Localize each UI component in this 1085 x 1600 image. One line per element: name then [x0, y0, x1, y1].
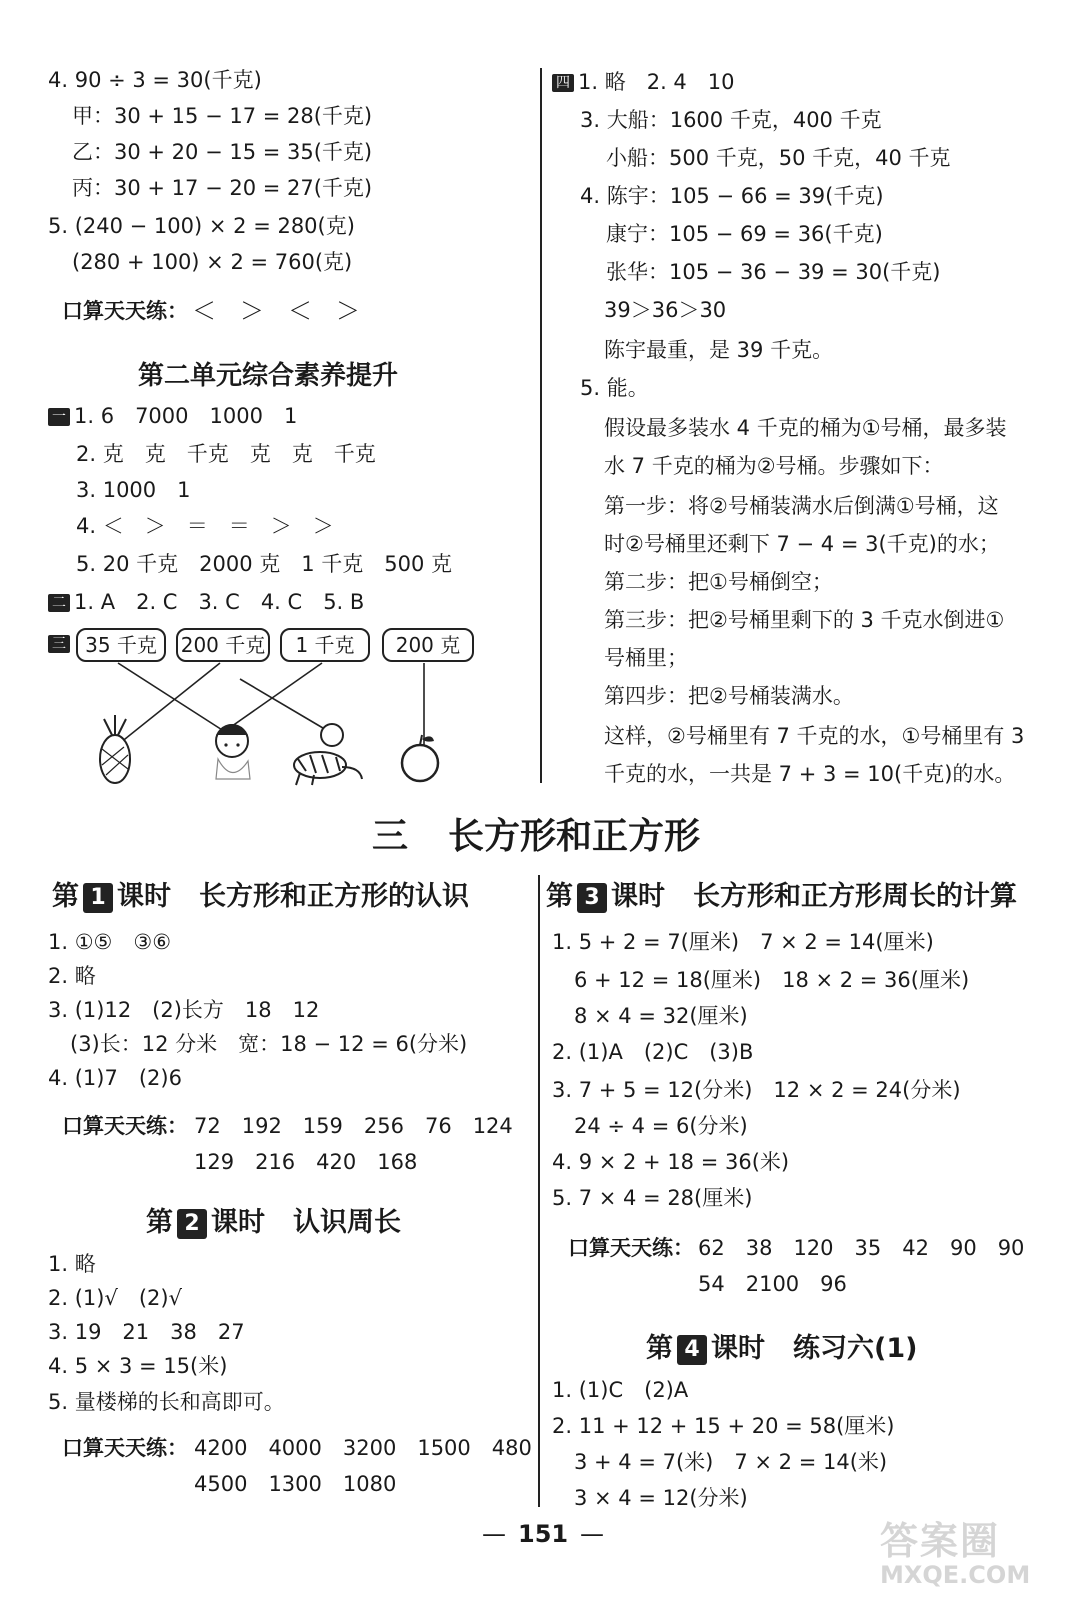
solution-line: 第四步：把②号桶装满水。 [604, 684, 854, 708]
answer-line: 张华：105 − 36 − 39 = 30(千克) [606, 260, 941, 284]
lesson-suffix: 课时 [211, 1207, 265, 1238]
answer-line: 甲：30 + 15 − 17 = 28(千克) [72, 104, 373, 128]
section-mark: 一 [48, 408, 70, 426]
boy-icon [216, 724, 250, 779]
answer-line: 3. 7 + 5 = 12(分米) 12 × 2 = 24(分米) [552, 1078, 961, 1102]
answer-line: 2. 略 [48, 964, 96, 988]
match-line [240, 679, 328, 731]
weight-box: 35 千克 [76, 628, 166, 662]
lesson-3-heading [546, 874, 1017, 913]
solution-line: 第一步：将②号桶装满水后倒满①号桶，这 [604, 494, 999, 518]
lesson-1-heading [52, 874, 469, 913]
answer-line: 5. 能。 [580, 376, 649, 400]
lesson-suffix: 课时 [711, 1333, 765, 1364]
answer-line: 康宁：105 − 69 = 36(千克) [606, 222, 883, 246]
answer-line: 5. (240 − 100) × 2 = 280(克) [48, 214, 355, 238]
answer-line: 4. 9 × 2 + 18 = 36(米) [552, 1150, 790, 1174]
footer-dash-left: — [482, 1520, 506, 1548]
answer-line: 6 + 12 = 18(厘米) 18 × 2 = 36(厘米) [574, 968, 970, 992]
answer-line: 24 ÷ 4 = 6(分米) [574, 1114, 748, 1138]
solution-line: 水 7 千克的桶为②号桶。步骤如下： [604, 454, 944, 478]
solution-line: 号桶里； [604, 646, 688, 670]
lesson-4-heading [646, 1326, 917, 1365]
weight-box: 1 千克 [280, 628, 370, 662]
answer-line: 8 × 4 = 32(厘米) [574, 1004, 748, 1028]
answer-line: 3. 19 21 38 27 [48, 1320, 245, 1344]
answer-line: 39＞36＞30 [604, 298, 727, 322]
answer-line: 2. (1)A (2)C (3)B [552, 1040, 754, 1064]
lesson-prefix: 第 [546, 881, 573, 912]
solution-line: 千克的水，一共是 7 + 3 = 10(千克)的水。 [604, 762, 1016, 786]
pineapple-icon [100, 715, 130, 783]
oral-practice-values: 129 216 420 168 [194, 1150, 418, 1174]
answer-line: 1. ①⑤ ③⑥ [48, 930, 172, 954]
section-2-answers [48, 588, 364, 616]
answer-line: 1. 6 7000 1000 1 [74, 404, 298, 428]
lesson-prefix: 第 [52, 881, 79, 912]
answer-line: 5. 20 千克 2000 克 1 千克 500 克 [76, 552, 453, 576]
lesson-prefix: 第 [146, 1207, 173, 1238]
lesson-title: 长方形和正方形的认识 [199, 881, 469, 912]
answer-line: 3 × 4 = 12(分米) [574, 1486, 748, 1510]
chapter-number: 三 [372, 816, 409, 857]
answer-line: 3. 大船：1600 千克，400 千克 [580, 108, 882, 132]
answer-line: 2. 克 克 千克 克 克 千克 [76, 442, 376, 466]
column-divider-bottom [538, 875, 540, 1507]
chapter-title: 长方形和正方形 [448, 816, 701, 857]
section-3-mark [48, 629, 74, 657]
match-line [120, 663, 220, 743]
lesson-title: 长方形和正方形周长的计算 [693, 881, 1017, 912]
match-line [225, 663, 322, 731]
answer-line: 4. (1)7 (2)6 [48, 1066, 182, 1090]
weight-box: 200 克 [382, 628, 474, 662]
unit-review-title: 第二单元综合素养提升 [138, 361, 399, 391]
answer-line: 5. 7 × 4 = 28(厘米) [552, 1186, 753, 1210]
answer-line: 陈宇最重，是 39 千克。 [604, 338, 834, 362]
solution-line: 假设最多装水 4 千克的桶为①号桶，最多装 [604, 416, 1007, 440]
answer-line: 4. 90 ÷ 3 = 30(千克) [48, 68, 262, 92]
answer-line: 丙：30 + 17 − 20 = 27(千克) [72, 176, 373, 200]
watermark-logo [880, 1510, 1070, 1590]
oral-practice-values: ＜ ＞ ＜ ＞ [192, 297, 360, 325]
oral-practice-values: 4200 4000 3200 1500 480 [194, 1436, 532, 1460]
watermark-text: 答案圈 [880, 1519, 1001, 1563]
answer-line: 2. 11 + 12 + 15 + 20 = 58(厘米) [552, 1414, 895, 1438]
column-divider-top [540, 68, 542, 783]
oral-practice-label: 口算天天练： [62, 1436, 188, 1460]
lesson-number-badge: 3 [577, 883, 607, 913]
answer-line: 3. 1000 1 [76, 478, 191, 502]
section-1-answers [48, 402, 297, 430]
weight-box: 200 千克 [176, 628, 270, 662]
answer-line: 1. 略 [48, 1252, 96, 1276]
matching-illustration [60, 655, 500, 790]
answer-line: (280 + 100) × 2 = 760(克) [72, 250, 353, 274]
lesson-title: 认识周长 [293, 1207, 401, 1238]
oral-practice-values: 62 38 120 35 42 90 90 [698, 1236, 1025, 1260]
answer-line: 乙：30 + 20 − 15 = 35(千克) [72, 140, 373, 164]
solution-line: 这样，②号桶里有 7 千克的水，①号桶里有 3 [604, 724, 1025, 748]
watermark-url: MXQE.COM [880, 1561, 1031, 1589]
answer-line: 4. 5 × 3 = 15(米) [48, 1354, 228, 1378]
answer-line: 1. 5 + 2 = 7(厘米) 7 × 2 = 14(厘米) [552, 930, 934, 954]
oral-practice-values: 4500 1300 1080 [194, 1472, 397, 1496]
lesson-suffix: 课时 [117, 881, 171, 912]
section-mark: 二 [48, 594, 70, 612]
oral-practice-values: 72 192 159 256 76 124 [194, 1114, 513, 1138]
footer-dash-right: — [580, 1520, 604, 1548]
answer-line: 1. (1)C (2)A [552, 1378, 689, 1402]
tiger-icon [294, 724, 362, 785]
answer-line: 1. A 2. C 3. C 4. C 5. B [74, 590, 365, 614]
answer-line: 4. 陈宇：105 − 66 = 39(千克) [580, 184, 884, 208]
oral-practice-label: 口算天天练： [62, 1114, 188, 1138]
solution-line: 时②号桶里还剩下 7 − 4 = 3(千克)的水； [604, 532, 1000, 556]
solution-line: 第三步：把②号桶里剩下的 3 千克水倒进① [604, 608, 1005, 632]
solution-line: 第二步：把①号桶倒空； [604, 570, 833, 594]
answer-line: 2. (1)√ (2)√ [48, 1286, 182, 1310]
lesson-number-badge: 1 [83, 883, 113, 913]
oral-practice-label: 口算天天练： [568, 1236, 694, 1260]
lesson-number-badge: 4 [677, 1335, 707, 1365]
lesson-prefix: 第 [646, 1333, 673, 1364]
answer-line: 4. ＜ ＞ ＝ ＝ ＞ ＞ [76, 514, 334, 538]
lesson-2-heading [146, 1200, 401, 1239]
section-mark: 三 [48, 635, 70, 653]
lesson-title: 练习六(1) [793, 1333, 918, 1364]
oral-practice-label: 口算天天练： [62, 299, 188, 323]
lesson-suffix: 课时 [611, 881, 665, 912]
answer-line: 1. 略 2. 4 10 [578, 70, 735, 94]
apple-icon [402, 735, 438, 781]
section-mark: 四 [552, 74, 574, 92]
oral-practice-values: 54 2100 96 [698, 1272, 847, 1296]
answer-line: 3 + 4 = 7(米) 7 × 2 = 14(米) [574, 1450, 888, 1474]
page-number: 151 [518, 1520, 569, 1548]
answer-line: 3. (1)12 (2)长方 18 12 [48, 998, 320, 1022]
answer-line: 5. 量楼梯的长和高即可。 [48, 1390, 285, 1414]
answer-line: (3)长：12 分米 宽：18 − 12 = 6(分米) [70, 1032, 468, 1056]
section-4-answers [552, 68, 735, 96]
lesson-number-badge: 2 [177, 1209, 207, 1239]
answer-line: 小船：500 千克，50 千克，40 千克 [606, 146, 951, 170]
